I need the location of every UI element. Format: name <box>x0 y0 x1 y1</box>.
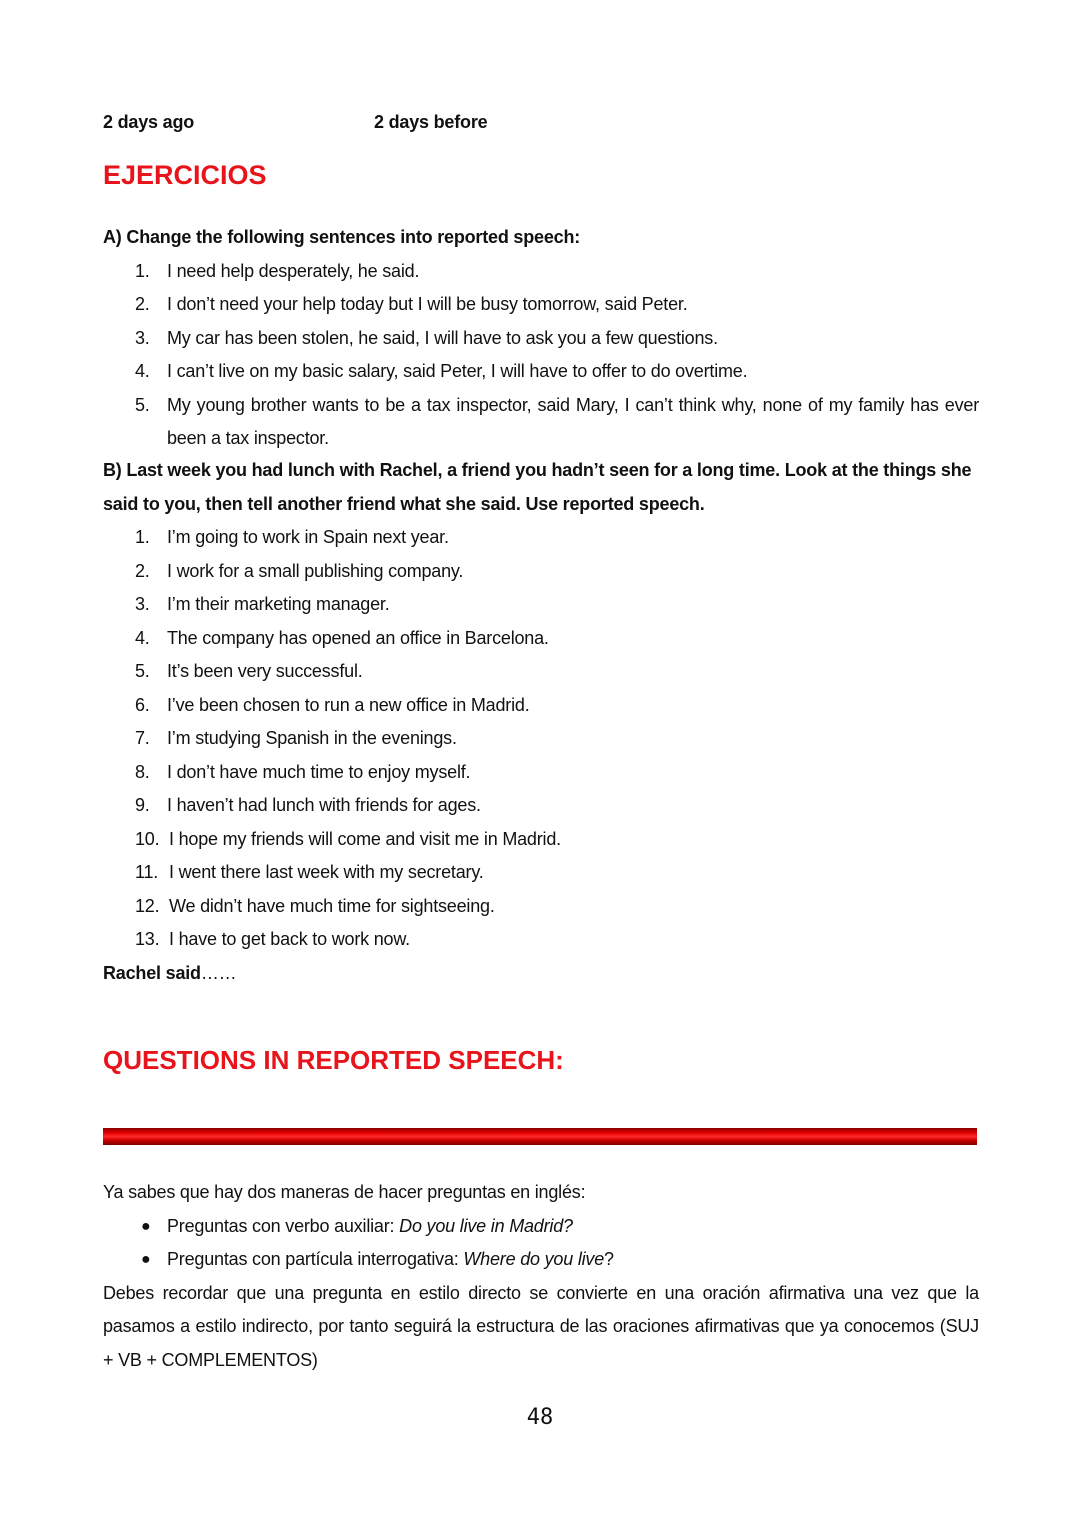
list-item: 4. The company has opened an office in Barcelona. <box>135 627 549 648</box>
red-divider-bar <box>103 1128 977 1145</box>
list-item: 5. It’s been very successful. <box>135 661 363 681</box>
list-item: 1. I need help desperately, he said. <box>135 260 420 281</box>
list-item: 5. My young brother wants to be a tax inspector, said Mary, I can’t think why, none of my family has ever been a tax inspector. <box>135 394 979 448</box>
exercise-a-title: A) Change the following sentences into reported speech: <box>103 227 581 247</box>
questions-section <box>103 1176 979 1377</box>
exercise-a-list <box>103 255 979 456</box>
list-item: 13. I have to get back to work now. <box>135 929 410 949</box>
list-item: 1. I’m going to work in Spain next year. <box>135 527 449 547</box>
page-number: 48 <box>526 1405 554 1430</box>
list-item: 4. I can’t live on my basic salary, said Peter, I will have to offer to do overtime. <box>135 361 748 381</box>
exercise-a <box>103 221 979 456</box>
question-types-list <box>103 1210 979 1277</box>
exercise-b-title: B) Last week you had lunch with Rachel, a friend you hadn’t seen for a long time. Look at the things she said to you, then tell another friend what she said. Use reported speech. <box>103 460 972 514</box>
section-heading-exercises: EJERCICIOS <box>103 160 267 190</box>
section-heading-questions: QUESTIONS IN REPORTED SPEECH: <box>103 1045 564 1075</box>
questions-paragraph: Debes recordar que una pregunta en estilo directo se convierte en una oración afirmativa una vez que la pasamos a estilo indirecto, por tanto seguirá la estructura de las oraciones afirmativas que ya conocemos (SUJ + VB + COMPLEMENTOS) <box>103 1282 979 1370</box>
bullet-icon: ● <box>141 1217 151 1235</box>
time-expression-reported: 2 days before <box>374 112 488 132</box>
list-item: 3. My car has been stolen, he said, I will have to ask you a few questions. <box>135 327 718 348</box>
list-item: ● Preguntas con partícula interrogativa: Where do you live? <box>103 1243 979 1277</box>
list-item: 10. I hope my friends will come and visit me in Madrid. <box>135 828 561 849</box>
list-item: 8. I don’t have much time to enjoy myself. <box>135 761 471 782</box>
list-item: 2. I don’t need your help today but I will be busy tomorrow, said Peter. <box>135 294 688 314</box>
list-item: 6. I’ve been chosen to run a new office in Madrid. <box>135 694 530 715</box>
exercise-b <box>103 454 979 990</box>
list-item: 11. I went there last week with my secretary. <box>135 862 484 882</box>
list-item: ● Preguntas con verbo auxiliar: Do you live in Madrid? <box>103 1210 979 1244</box>
list-item: 2. I work for a small publishing company. <box>135 560 464 581</box>
list-item: 3. I’m their marketing manager. <box>135 594 390 614</box>
questions-intro: Ya sabes que hay dos maneras de hacer preguntas en inglés: <box>103 1182 586 1202</box>
exercise-b-closing: Rachel said…… <box>103 962 237 983</box>
list-item: 12. We didn’t have much time for sightseeing. <box>135 895 495 916</box>
time-expression-direct: 2 days ago <box>103 112 195 132</box>
bullet-icon: ● <box>141 1251 151 1268</box>
list-item: 9. I haven’t had lunch with friends for ages. <box>135 795 481 815</box>
list-item: 7. I’m studying Spanish in the evenings. <box>135 728 457 748</box>
exercise-b-list <box>103 521 979 957</box>
